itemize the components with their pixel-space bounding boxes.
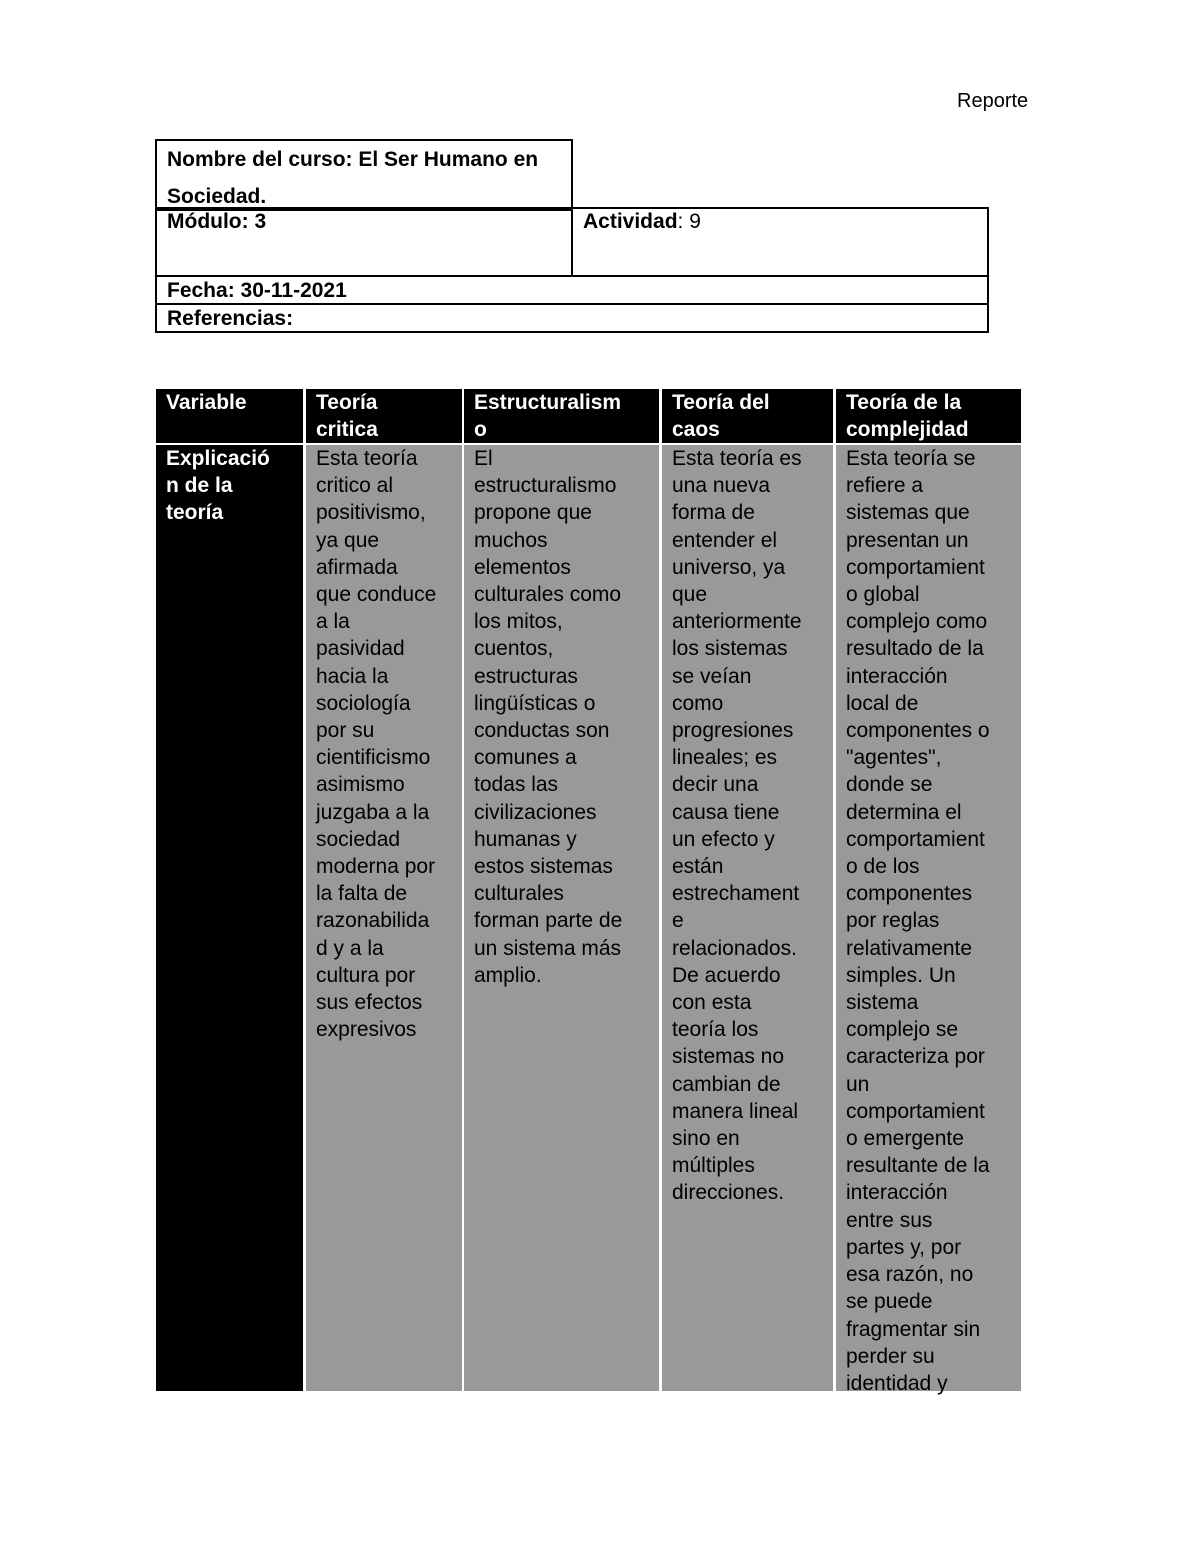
cell-estructuralismo: El estructuralismo propone que muchos elementos culturales como los mitos, cuentos, estructuras lingüísticas o conductas son comunes a todas las civilizaciones humanas y estos sistemas culturales forman parte de un sistema más amplio. bbox=[464, 445, 659, 1391]
modulo-cell: Módulo: 3 bbox=[155, 207, 573, 277]
header-estructuralismo: Estructuralism o bbox=[464, 389, 659, 443]
row-label-explicacion: Explicació n de la teoría bbox=[156, 445, 303, 1391]
document-header-label: Reporte bbox=[957, 90, 1029, 112]
fecha-cell: Fecha: 30-11-2021 bbox=[155, 275, 989, 305]
course-name-cell: Nombre del curso: El Ser Humano en Sociedad. bbox=[155, 139, 573, 211]
header-teoria-caos: Teoría del caos bbox=[662, 389, 833, 443]
header-variable: Variable bbox=[156, 389, 303, 443]
actividad-value: : 9 bbox=[677, 210, 701, 233]
actividad-label: Actividad bbox=[583, 210, 678, 233]
cell-teoria-complejidad: Esta teoría se refiere a sistemas que presentan un comportamient o global complejo como resultado de la interacción local de componentes o "agentes", donde se determina el comportamient o de los componentes por reglas relativamente simples. Un sistema complejo se caracteriza por un comportamient o emergente resultante de la interacción entre sus partes y, por esa razón, no se puede fragmentar sin perder su identidad y bbox=[836, 445, 1021, 1391]
actividad-cell bbox=[571, 207, 989, 277]
cell-teoria-caos: Esta teoría es una nueva forma de entender el universo, ya que anteriormente los sistemas se veían como progresiones lineales; es decir una causa tiene un efecto y están estrechament e relacionados. De acuerdo con esta teoría los sistemas no cambian de manera lineal sino en múltiples direcciones. bbox=[662, 445, 833, 1391]
header-teoria-critica: Teoría critica bbox=[306, 389, 462, 443]
referencias-cell: Referencias: bbox=[155, 303, 989, 333]
cell-teoria-critica: Esta teoría critico al positivismo, ya que afirmada que conduce a la pasividad hacia la sociología por su cientificismo asimismo juzgaba a la sociedad moderna por la falta de razonabilida d y a la cultura por sus efectos expresivos bbox=[306, 445, 462, 1391]
header-teoria-complejidad: Teoría de la complejidad bbox=[836, 389, 1021, 443]
